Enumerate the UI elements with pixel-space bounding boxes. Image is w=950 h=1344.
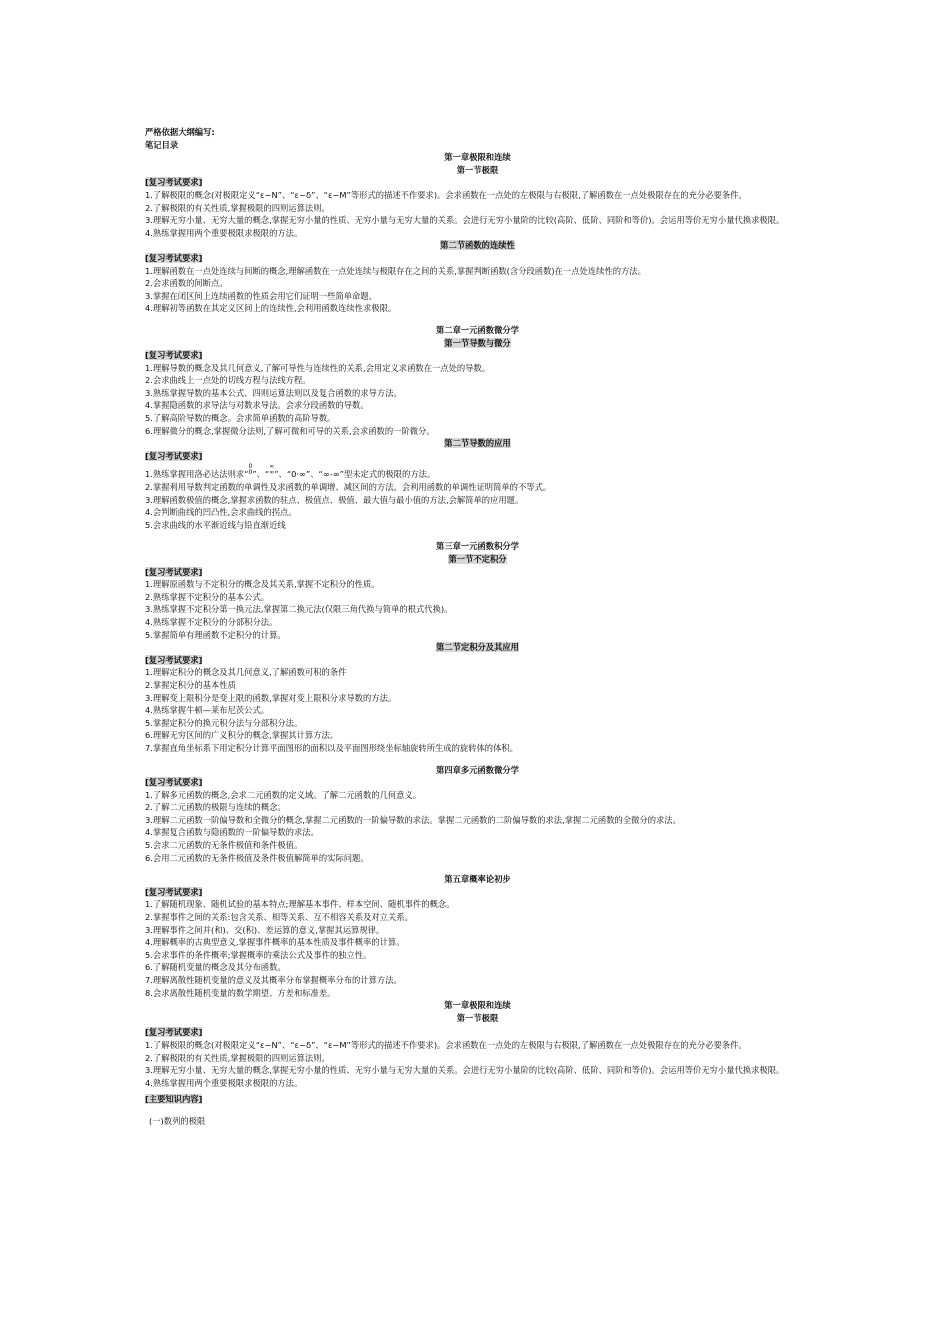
main-content-label: [主要知识内容] bbox=[145, 1094, 203, 1105]
chapter-1-title-repeat: 第一章极限和连续 bbox=[444, 1000, 511, 1011]
list-item: 1.理解定积分的概念及其几何意义,了解函数可积的条件 bbox=[145, 667, 347, 678]
requirements-label: [复习考试要求] bbox=[145, 886, 203, 897]
list-item: 3.理解无穷小量、无穷大量的概念,掌握无穷小量的性质、无穷小量与无穷大量的关系。会进行无穷小量阶的比较(高阶、低阶、同阶和等价)。会运用等价无穷小量代换求极限。 bbox=[145, 215, 785, 226]
chapter-4-title: 第四章多元函数微分学 bbox=[436, 764, 519, 775]
list-item: 1.理解原函数与不定积分的概念及其关系,掌握不定积分的性质。 bbox=[145, 579, 380, 590]
list-item: 2.了解极限的有关性质,掌握极限的四则运算法则。 bbox=[145, 1052, 330, 1063]
requirements-label: [复习考试要求] bbox=[145, 1027, 203, 1038]
chapter-2-section-1-title: 第一节导数与微分 bbox=[444, 337, 511, 348]
list-item: 4.熟练掌握用两个重要极限求极限的方法。 bbox=[145, 1077, 303, 1088]
list-item: 5.会求二元函数的无条件极值和条件极值。 bbox=[145, 840, 303, 851]
list-item: 4.熟练掌握牛顿—莱布尼茨公式。 bbox=[145, 705, 270, 716]
chapter-3-section-2-title: 第二节定积分及其应用 bbox=[436, 642, 519, 653]
requirements-label: [复习考试要求] bbox=[145, 177, 203, 188]
requirements-label: [复习考试要求] bbox=[145, 654, 203, 665]
list-item: 1.了解随机现象、随机试验的基本特点;理解基本事件、样本空间、随机事件的概念。 bbox=[145, 899, 455, 910]
list-item: 4.理解概率的古典型意义,掌握事件概率的基本性质及事件概率的计算。 bbox=[145, 937, 405, 948]
requirements-label: [复习考试要求] bbox=[145, 350, 203, 361]
list-item: 4.会判断曲线的凹凸性,会求曲线的拐点。 bbox=[145, 507, 297, 518]
list-item: 6.理解微分的概念,掌握微分法则,了解可微和可导的关系,会求函数的一阶微分。 bbox=[145, 425, 435, 436]
list-item: 1.理解函数在一点处连续与间断的概念,理解函数在一点处连续与极限存在之间的关系,掌握判断函数(含分段函数)在一点处连续性的方法。 bbox=[145, 265, 646, 276]
list-item: 4.熟练掌握不定积分的分部积分法。 bbox=[145, 616, 278, 627]
list-item: 4.熟练掌握用两个重要极限求极限的方法。 bbox=[145, 227, 303, 238]
list-item: 6.会用二元函数的无条件极值及条件极值解简单的实际问题。 bbox=[145, 852, 369, 863]
requirements-label: [复习考试要求] bbox=[145, 252, 203, 263]
list-item: 5.会求事件的条件概率;掌握概率的乘法公式及事件的独立性。 bbox=[145, 949, 372, 960]
list-item: 1.熟练掌握用洛必达法则求“0 0”、“∞ ∞”、“0·∞”、“∞-∞”型未定式的极限的方法。 bbox=[145, 463, 436, 480]
fraction-zero-over-zero: 0 0 bbox=[248, 463, 253, 477]
list-item: 6.了解随机变量的概念及其分布函数。 bbox=[145, 962, 286, 973]
requirements-label: [复习考试要求] bbox=[145, 450, 203, 461]
chapter-2-section-2-title: 第二节导数的应用 bbox=[444, 438, 511, 449]
list-item: 3.理解二元函数一阶偏导数和全微分的概念,掌握二元函数的一阶偏导数的求法。掌握二元函数的二阶偏导数的求法,掌握二元函数的全微分的求法。 bbox=[145, 814, 681, 825]
chapter-3-title: 第三章一元函数积分学 bbox=[436, 541, 519, 552]
chapter-1-section-1-title-repeat: 第一节极限 bbox=[456, 1012, 499, 1023]
list-item: 2.熟练掌握不定积分的基本公式。 bbox=[145, 591, 270, 602]
list-item: 3.理解变上限积分是变上限的函数,掌握对变上限积分求导数的方法。 bbox=[145, 692, 397, 703]
list-item: 3.理解函数极值的概念,掌握求函数的驻点、极值点、极值、最大值与最小值的方法,会解简单的应用题。 bbox=[145, 494, 524, 505]
list-item: 2.会求函数的间断点。 bbox=[145, 278, 228, 289]
list-item: 7.理解离散性随机变量的意义及其概率分布掌握概率分布的计算方法。 bbox=[145, 975, 402, 985]
list-item: 5.会求曲线的水平渐近线与铅直渐近线 bbox=[145, 519, 286, 530]
document-page bbox=[145, 126, 810, 1128]
chapter-3-section-1-title: 第一节不定积分 bbox=[448, 554, 507, 564]
list-item: 5.掌握定积分的换元积分法与分部积分法。 bbox=[145, 717, 303, 728]
list-item: 1.了解多元函数的概念,会求二元函数的定义域。了解二元函数的几何意义。 bbox=[145, 789, 422, 800]
chapter-1-section-1-title: 第一节极限 bbox=[456, 164, 499, 175]
list-item: 4.掌握复合函数与隐函数的一阶偏导数的求法。 bbox=[145, 827, 319, 838]
list-item: 7.掌握直角坐标系下用定积分计算平面图形的面积以及平面图形绕坐标轴旋转所生成的旋转体的体积。 bbox=[145, 742, 518, 753]
subsection-sequence-limit: (一)数列的极限 bbox=[149, 1115, 206, 1126]
list-item: 3.理解无穷小量、无穷大量的概念,掌握无穷小量的性质、无穷小量与无穷大量的关系。会进行无穷小量阶的比较(高阶、低阶、同阶和等价)。会运用等价无穷小量代换求极限。 bbox=[145, 1065, 785, 1076]
list-item: 5.了解高阶导数的概念。会求简单函数的高阶导数。 bbox=[145, 413, 336, 424]
list-item: 2.了解极限的有关性质,掌握极限的四则运算法则。 bbox=[145, 202, 330, 213]
chapter-1-title: 第一章极限和连续 bbox=[444, 152, 511, 163]
list-item: 3.熟练掌握导数的基本公式、四则运算法则以及复合函数的求导方法。 bbox=[145, 387, 402, 398]
list-item: 2.掌握事件之间的关系:包含关系、相等关系、互不相容关系及对立关系。 bbox=[145, 912, 413, 923]
list-item: 6.理解无穷区间的广义积分的概念,掌握其计算方法。 bbox=[145, 730, 339, 741]
chapter-1-section-2-title: 第二节函数的连续性 bbox=[440, 240, 515, 251]
list-item: 2.会求曲线上一点处的切线方程与法线方程。 bbox=[145, 375, 311, 386]
list-item: 1.理解导数的概念及其几何意义,了解可导性与连续性的关系,会用定义求函数在一点处的导数。 bbox=[145, 362, 491, 373]
requirements-label: [复习考试要求] bbox=[145, 777, 203, 788]
list-item: 1.了解极限的概念(对极限定义“ε−N”、“ε−δ”、“ε−M”等形式的描述不作要求)。会求函数在一点处的左极限与右极限,了解函数在一点处极限存在的充分必要条件。 bbox=[145, 189, 747, 200]
list-item: 3.熟练掌握不定积分第一换元法,掌握第二换元法(仅限三角代换与简单的根式代换)。 bbox=[145, 604, 453, 615]
toc-heading: 笔记目录 bbox=[145, 139, 179, 150]
doc-title: 严格依据大纲编写: bbox=[145, 127, 215, 137]
list-item: 3.掌握在闭区间上连续函数的性质会用它们证明一些简单命题。 bbox=[145, 290, 377, 301]
list-item: 8.会求离散性随机变量的数学期望、方差和标准差。 bbox=[145, 987, 336, 998]
list-item: 2.掌握定积分的基本性质 bbox=[145, 679, 236, 690]
fraction-inf-over-inf: ∞ ∞ bbox=[269, 463, 275, 477]
list-item: 5.掌握简单有理函数不定积分的计算。 bbox=[145, 629, 286, 640]
list-item: 3.理解事件之间并(和)、交(积)、差运算的意义,掌握其运算规律。 bbox=[145, 924, 385, 935]
chapter-2-title: 第二章一元函数微分学 bbox=[436, 324, 519, 335]
list-item: 2.掌握利用导数判定函数的单调性及求函数的单调增、减区间的方法。会利用函数的单调性证明简单的不等式。 bbox=[145, 482, 552, 493]
list-item: 4.掌握隐函数的求导法与对数求导法。会求分段函数的导数。 bbox=[145, 400, 369, 411]
list-item: 1.了解极限的概念(对极限定义“ε−N”、“ε−δ”、“ε−M”等形式的描述不作要求)。会求函数在一点处的左极限与右极限,了解函数在一点处极限存在的充分必要条件。 bbox=[145, 1039, 747, 1050]
list-item: 4.理解初等函数在其定义区间上的连续性,会利用函数连续性求极限。 bbox=[145, 303, 397, 314]
requirements-label: [复习考试要求] bbox=[145, 566, 203, 577]
list-item: 2.了解二元函数的极限与连续的概念。 bbox=[145, 802, 286, 813]
chapter-5-title: 第五章概率论初步 bbox=[444, 874, 511, 885]
